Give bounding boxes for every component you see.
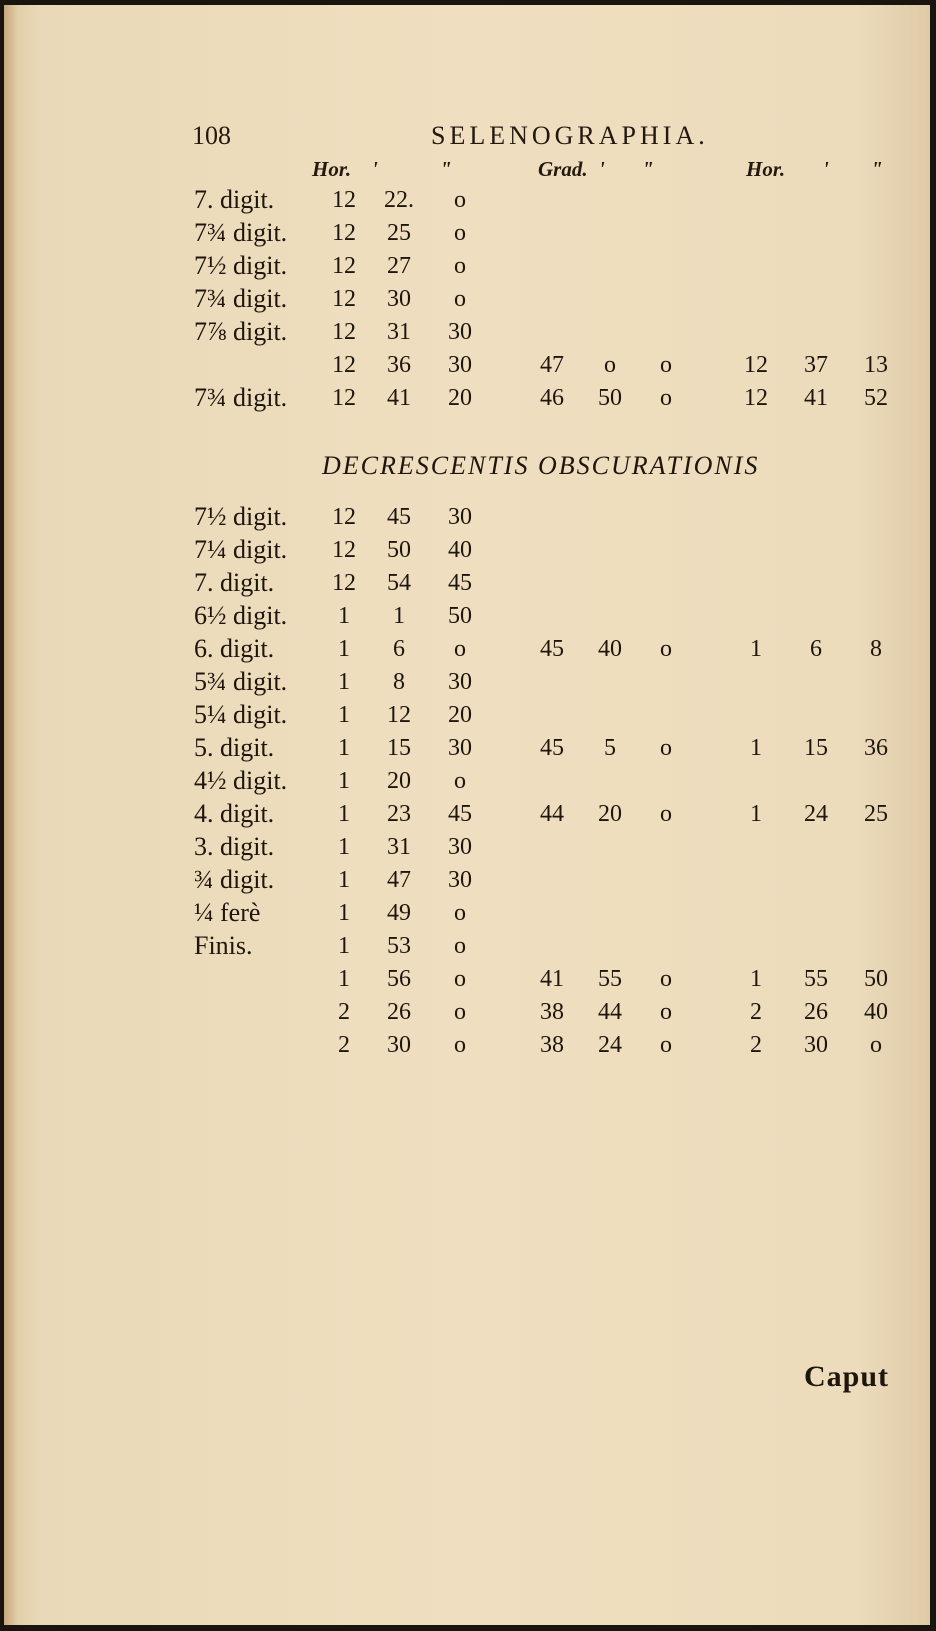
- table-cell: 45: [387, 504, 411, 530]
- table-cell: 30: [448, 867, 472, 893]
- table-cell: 30: [387, 1032, 411, 1058]
- table-cell: 1: [338, 768, 350, 794]
- table-cell: 41: [804, 385, 828, 411]
- page-gutter-edge: [4, 5, 18, 1625]
- column-header: ': [599, 157, 605, 181]
- table-cell: 36: [387, 352, 411, 378]
- table-cell: 30: [804, 1032, 828, 1058]
- table-cell: 12: [332, 253, 356, 279]
- table-cell: 20: [387, 768, 411, 794]
- table-cell: o: [604, 352, 616, 378]
- table-cell: 1: [338, 603, 350, 629]
- table-cell: 37: [804, 352, 828, 378]
- table-cell: 22.: [384, 187, 414, 213]
- table-cell: 1: [338, 801, 350, 827]
- table-cell: 46: [540, 385, 564, 411]
- table-cell: 1: [338, 867, 350, 893]
- table-cell: 15: [804, 735, 828, 761]
- row-label: 7¾ digit.: [194, 383, 288, 412]
- table-cell: 24: [598, 1032, 622, 1058]
- column-header: Hor.: [312, 157, 352, 181]
- running-title: SELENOGRAPHIA.: [431, 121, 709, 150]
- table-cell: 27: [387, 253, 411, 279]
- section-title: DECRESCENTIS OBSCURATIONIS: [322, 451, 760, 480]
- row-label: 4. digit.: [194, 799, 275, 828]
- table-cell: 50: [864, 966, 888, 992]
- table-cell: 38: [540, 1032, 564, 1058]
- row-label: 7¼ digit.: [194, 535, 288, 564]
- row-label: 7¾ digit.: [194, 218, 288, 247]
- table-cell: 30: [448, 669, 472, 695]
- table-cell: o: [454, 966, 466, 992]
- table-cell: 30: [387, 286, 411, 312]
- row-label: Finis.: [194, 931, 253, 960]
- row-label: 6. digit.: [194, 634, 275, 663]
- table-cell: 2: [750, 999, 762, 1025]
- table-cell: 30: [448, 319, 472, 345]
- table-cell: 1: [338, 669, 350, 695]
- table-cell: 5: [604, 735, 616, 761]
- table-cell: 36: [864, 735, 888, 761]
- table-cell: 54: [387, 570, 411, 596]
- table-cell: 1: [338, 735, 350, 761]
- table-cell: 6: [393, 636, 405, 662]
- table-cell: 41: [387, 385, 411, 411]
- table-cell: o: [454, 900, 466, 926]
- table-cell: 55: [598, 966, 622, 992]
- table-cell: 30: [448, 735, 472, 761]
- table-cell: 1: [750, 735, 762, 761]
- table-cell: 30: [448, 352, 472, 378]
- table-cell: 47: [387, 867, 411, 893]
- table-cell: o: [660, 999, 672, 1025]
- table-cell: o: [454, 1032, 466, 1058]
- row-label: 3. digit.: [194, 832, 275, 861]
- table-cell: 13: [864, 352, 888, 378]
- table-cell: o: [660, 1032, 672, 1058]
- table-cell: 1: [338, 834, 350, 860]
- table-cell: o: [870, 1032, 882, 1058]
- table-cell: 12: [332, 187, 356, 213]
- table-cell: o: [660, 966, 672, 992]
- table-cell: 2: [338, 999, 350, 1025]
- table-cell: 8: [870, 636, 882, 662]
- table-cell: 40: [448, 537, 472, 563]
- table-cell: 44: [540, 801, 564, 827]
- table-cell: 56: [387, 966, 411, 992]
- table-cell: 45: [448, 801, 472, 827]
- table-cell: o: [454, 999, 466, 1025]
- table-cell: 25: [387, 220, 411, 246]
- column-header: ": [642, 157, 654, 181]
- table-cell: o: [660, 735, 672, 761]
- table-cell: o: [660, 801, 672, 827]
- table-cell: 1: [338, 702, 350, 728]
- row-label: ¾ digit.: [194, 865, 275, 894]
- table-cell: 38: [540, 999, 564, 1025]
- table-cell: o: [454, 220, 466, 246]
- table-cell: 12: [332, 286, 356, 312]
- row-label: 7½ digit.: [194, 251, 288, 280]
- table-cell: 25: [864, 801, 888, 827]
- table-cell: 12: [332, 220, 356, 246]
- table-cell: 45: [540, 735, 564, 761]
- table-cell: 20: [598, 801, 622, 827]
- table-cell: 1: [750, 636, 762, 662]
- running-head: [4, 121, 930, 161]
- table-cell: o: [454, 636, 466, 662]
- row-label: 7⅞ digit.: [194, 317, 288, 346]
- row-label: ¼ ferè: [194, 898, 261, 927]
- table-cell: 15: [387, 735, 411, 761]
- table-cell: 12: [332, 504, 356, 530]
- table-cell: 8: [393, 669, 405, 695]
- table-cell: 12: [332, 570, 356, 596]
- table-cell: 41: [540, 966, 564, 992]
- table-cell: 20: [448, 702, 472, 728]
- table-cell: o: [454, 187, 466, 213]
- row-label: 4½ digit.: [194, 766, 288, 795]
- table-cell: 12: [387, 702, 411, 728]
- table-cell: 12: [332, 537, 356, 563]
- table-cell: 50: [387, 537, 411, 563]
- table-cell: 23: [387, 801, 411, 827]
- table-cell: o: [454, 253, 466, 279]
- row-label: 7½ digit.: [194, 502, 288, 531]
- table-cell: o: [660, 352, 672, 378]
- row-label: 7. digit.: [194, 568, 275, 597]
- column-header: Hor.: [746, 157, 786, 181]
- table-cell: 26: [804, 999, 828, 1025]
- table-cell: 50: [448, 603, 472, 629]
- column-header: ': [372, 157, 378, 181]
- column-header: ': [823, 157, 829, 181]
- table-cell: 44: [598, 999, 622, 1025]
- table-cell: o: [660, 636, 672, 662]
- table-cell: 31: [387, 834, 411, 860]
- row-label: 7¾ digit.: [194, 284, 288, 313]
- row-label: 6½ digit.: [194, 601, 288, 630]
- table-cell: 20: [448, 385, 472, 411]
- table-cell: 2: [750, 1032, 762, 1058]
- table-cell: 12: [332, 385, 356, 411]
- table-cell: 45: [540, 636, 564, 662]
- row-label: 7. digit.: [194, 185, 275, 214]
- table-cell: 12: [744, 352, 768, 378]
- table-cell: 6: [810, 636, 822, 662]
- row-label: 5. digit.: [194, 733, 275, 762]
- book-page: [4, 5, 930, 1625]
- table-cell: o: [454, 933, 466, 959]
- table-cell: 1: [338, 636, 350, 662]
- table-cell: 52: [864, 385, 888, 411]
- table-cell: 26: [387, 999, 411, 1025]
- table-cell: 1: [338, 933, 350, 959]
- table-cell: 12: [332, 352, 356, 378]
- table-cell: o: [454, 768, 466, 794]
- table-cell: 53: [387, 933, 411, 959]
- table-cell: 45: [448, 570, 472, 596]
- row-label: 5¾ digit.: [194, 667, 288, 696]
- table-cell: 1: [750, 801, 762, 827]
- table-cell: 30: [448, 504, 472, 530]
- table-cell: 1: [338, 900, 350, 926]
- table-cell: 1: [750, 966, 762, 992]
- catchword: Caput: [804, 1360, 890, 1393]
- table-cell: 1: [338, 966, 350, 992]
- column-header: ": [440, 157, 452, 181]
- table-cell: 50: [598, 385, 622, 411]
- table-cell: 12: [332, 319, 356, 345]
- table-cell: 12: [744, 385, 768, 411]
- table-cell: o: [660, 385, 672, 411]
- page-number: 108: [192, 121, 231, 150]
- table-cell: 40: [598, 636, 622, 662]
- table-cell: 1: [393, 603, 405, 629]
- column-header: ": [871, 157, 883, 181]
- table-cell: 47: [540, 352, 564, 378]
- row-label: 5¼ digit.: [194, 700, 288, 729]
- table-cell: 30: [448, 834, 472, 860]
- table-cell: 31: [387, 319, 411, 345]
- table-cell: o: [454, 286, 466, 312]
- column-header: Grad.: [538, 157, 588, 181]
- table-cell: 40: [864, 999, 888, 1025]
- table-cell: 49: [387, 900, 411, 926]
- table-cell: 2: [338, 1032, 350, 1058]
- table-cell: 24: [804, 801, 828, 827]
- table-cell: 55: [804, 966, 828, 992]
